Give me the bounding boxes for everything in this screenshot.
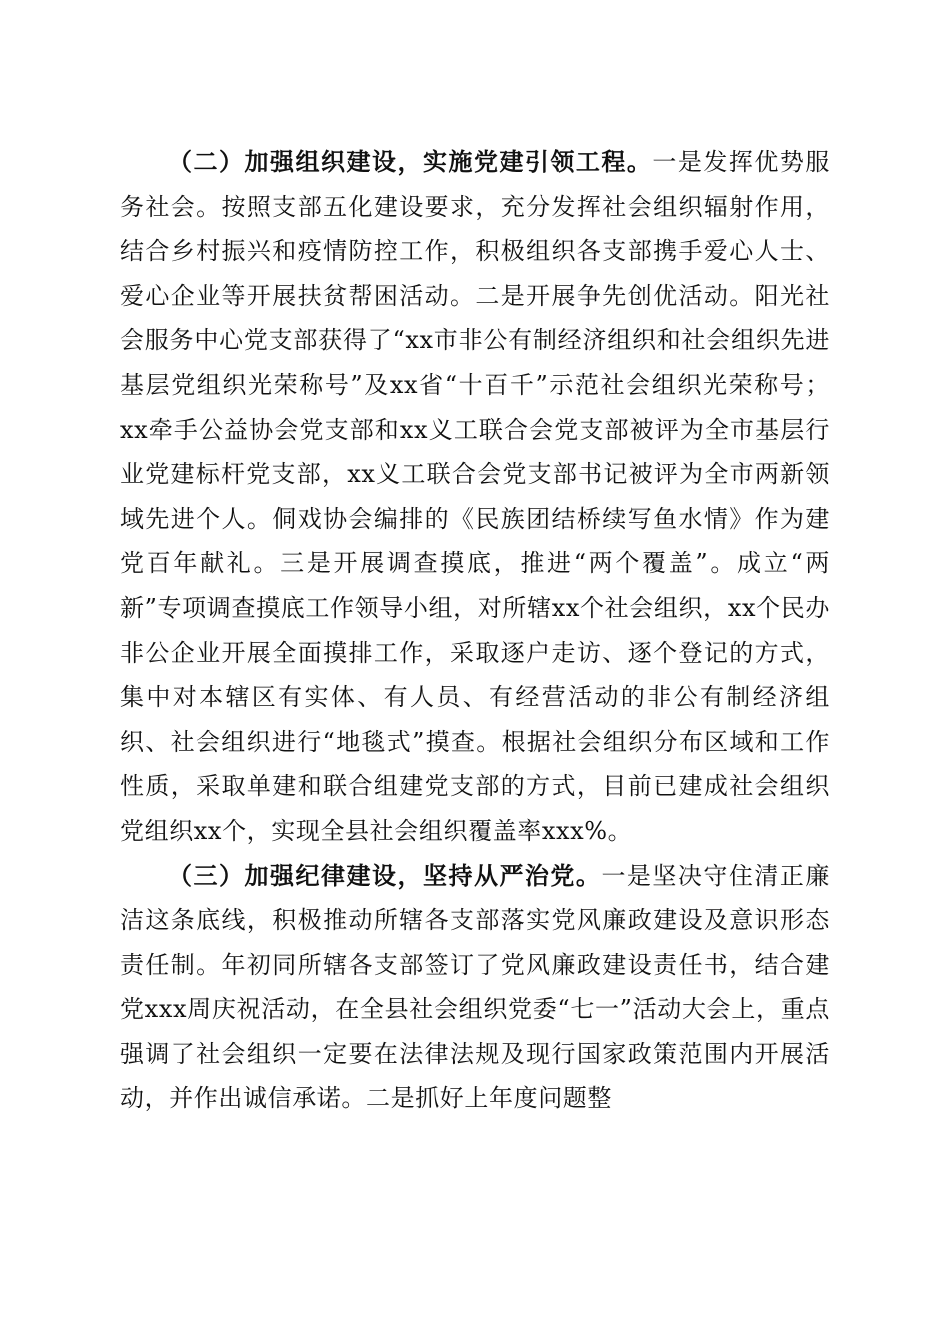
paragraph-body: 一是发挥优势服务社会。按照支部五化建设要求，充分发挥社会组织辐射作用，结合乡村振兴和疫情防控工作，积极组织各支部携手爱心人士、爱心企业等开展扶贫帮困活动。二是开展争先创优活动。阳光社会服务中心党支部获得了“xx市非公有制经济组织和社会组织先进基层党组织光荣称号”及xx省“十百千”示范社会组织光荣称号；xx牵手公益协会党支部和xx义工联合会党支部被评为全市基层行业党建标杆党支部，xx义工联合会党支部书记被评为全市两新领域先进个人。侗戏协会编排的《民族团结桥续写鱼水情》作为建党百年献礼。三是开展调查摸底，推进“两个覆盖”。成立“两新”专项调查摸底工作领导小组，对所辖xx个社会组织，xx个民办非公企业开展全面摸排工作，采取逐户走访、逐个登记的方式，集中对本辖区有实体、有人员、有经营活动的非公有制经济组织、社会组织进行“地毯式”摸查。根据社会组织分布区域和工作性质，采取单建和联合组建党支部的方式，目前已建成社会组织党组织xx个，实现全县社会组织覆盖率xxx%。	[120, 148, 830, 845]
document-page	[120, 140, 830, 1121]
paragraph-body: 一是坚决守住清正廉洁这条底线，积极推动所辖各支部落实党风廉政建设及意识形态责任制。年初同所辖各支部签订了党风廉政建设责任书，结合建党xxx周庆祝活动，在全县社会组织党委“七一”活动大会上，重点强调了社会组织一定要在法律法规及现行国家政策范围内开展活动，并作出诚信承诺。二是抓好上年度问题整	[120, 861, 831, 1113]
section-heading-3: （三）加强纪律建设，坚持从严治党。	[168, 860, 602, 890]
paragraph-discipline-building	[120, 854, 830, 1122]
section-heading-2: （二）加强组织建设，实施党建引领工程。	[168, 147, 653, 176]
paragraph-organization-building	[120, 140, 830, 854]
